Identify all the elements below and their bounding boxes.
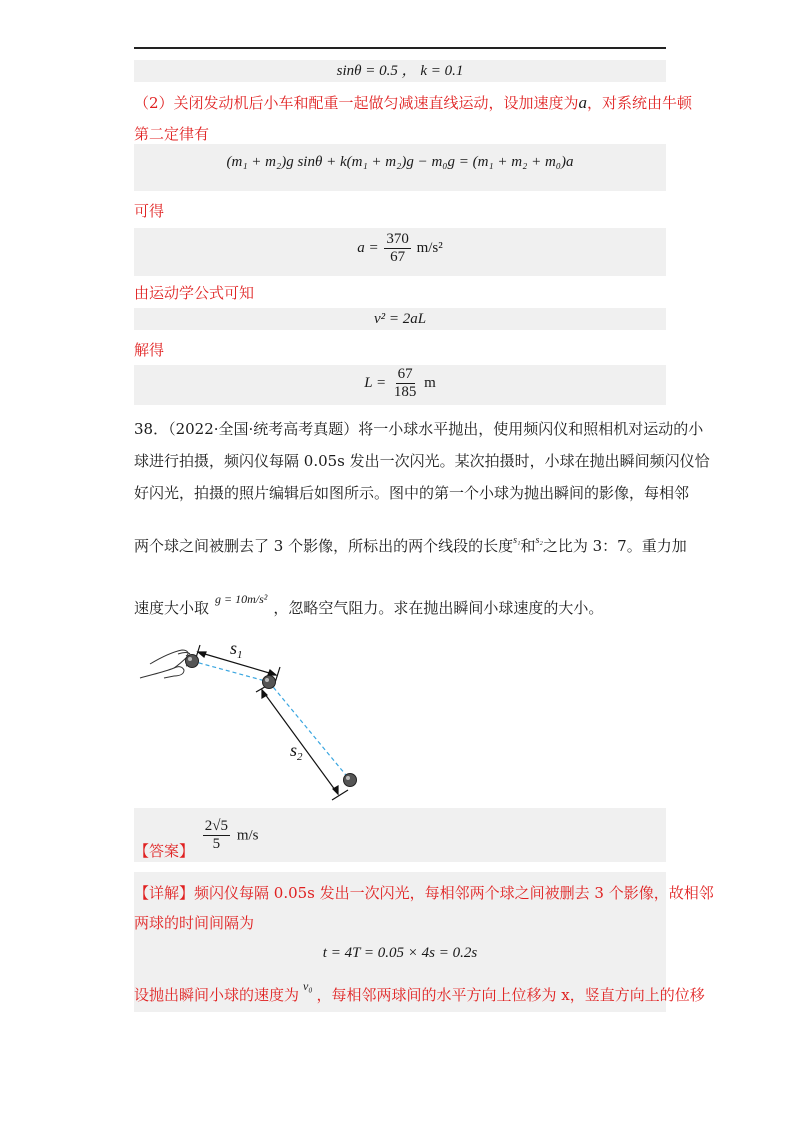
equation-kinematics: v² = 2aL — [373, 311, 427, 327]
trajectory-segment-2 — [269, 682, 350, 780]
projectile-figure — [134, 630, 384, 805]
detail-line1: 【详解】频闪仪每隔 0.05s 发出一次闪光，每相邻两个球之间被删去 3 个影像，故相邻 — [134, 884, 714, 902]
step2-text-line2: 第二定律有 — [134, 125, 210, 143]
trajectory-segment-1 — [192, 661, 269, 682]
label-kede: 可得 — [134, 202, 165, 220]
question-38-line2: 球进行拍摄，频闪仪每隔 0.05s 发出一次闪光。某次拍摄时，小球在抛出瞬间频闪仪恰 — [134, 452, 710, 470]
question-38-line1: 38．（2022·全国·统考高考真题）将一小球水平抛出，使用频闪仪和照相机对运动的小 — [134, 420, 704, 438]
label-yundong: 由运动学公式可知 — [134, 284, 255, 302]
question-38-line4: 两个球之间被删去了 3 个影像，所标出的两个线段的长度$^{s_1}$和$^{s_2}$之比为 3：7。重力加 — [134, 535, 687, 555]
label-s2: $s_2$ — [290, 740, 303, 763]
equation-sin-k: sinθ = 0.5 ， k = 0.1 — [336, 63, 464, 79]
header-rule — [134, 47, 666, 49]
step2-text-line1: （2）关闭发动机后小车和配重一起做匀减速直线运动，设加速度为a，对系统由牛顿 — [134, 93, 693, 112]
question-38-line5: 速度大小取 $^{g = 10m/s^2}$ ，忽略空气阻力。求在抛出瞬间小球速度的大小。 — [134, 592, 604, 617]
fraction: $\frac{67}{185}$ — [393, 366, 417, 400]
accel-symbol: a — [578, 93, 588, 112]
question-38-line3: 好闪光，拍摄的照片编辑后如图所示。图中的第一个小球为抛出瞬间的影像，每相邻 — [134, 484, 690, 502]
equation-length: L = $\frac{67}{185}$ m — [364, 366, 436, 400]
ball-icon — [263, 676, 276, 689]
fraction: $\frac{370}{67}$ — [386, 231, 409, 265]
ball-icon — [344, 774, 357, 787]
equation-accel: a = $\frac{370}{67}$ m/s² — [357, 231, 443, 265]
equation-time: t = 4T = 0.05 × 4s = 0.2s — [322, 945, 478, 961]
answer-fraction: $\frac{2√5}{5}$ — [204, 818, 229, 852]
answer: 【答案】 $\frac{2√5}{5}$ m/s — [134, 818, 259, 860]
equation-newton: (m₁ + m₂)g sinθ + k(m₁ + m₂)g − m₀g = (m₁ + m₂ + m₀)a — [226, 154, 574, 170]
detail-line3: 设抛出瞬间小球的速度为 $^{v_0}$ ，每相邻两球间的水平方向上位移为 x，竖直方向上的位移 — [134, 979, 705, 1004]
detail-line2: 两球的时间间隔为 — [134, 914, 255, 932]
ball-icon — [186, 655, 199, 668]
label-s1: $s_1$ — [230, 638, 243, 661]
label-jiede: 解得 — [134, 341, 165, 359]
s2-arrow — [256, 684, 348, 800]
